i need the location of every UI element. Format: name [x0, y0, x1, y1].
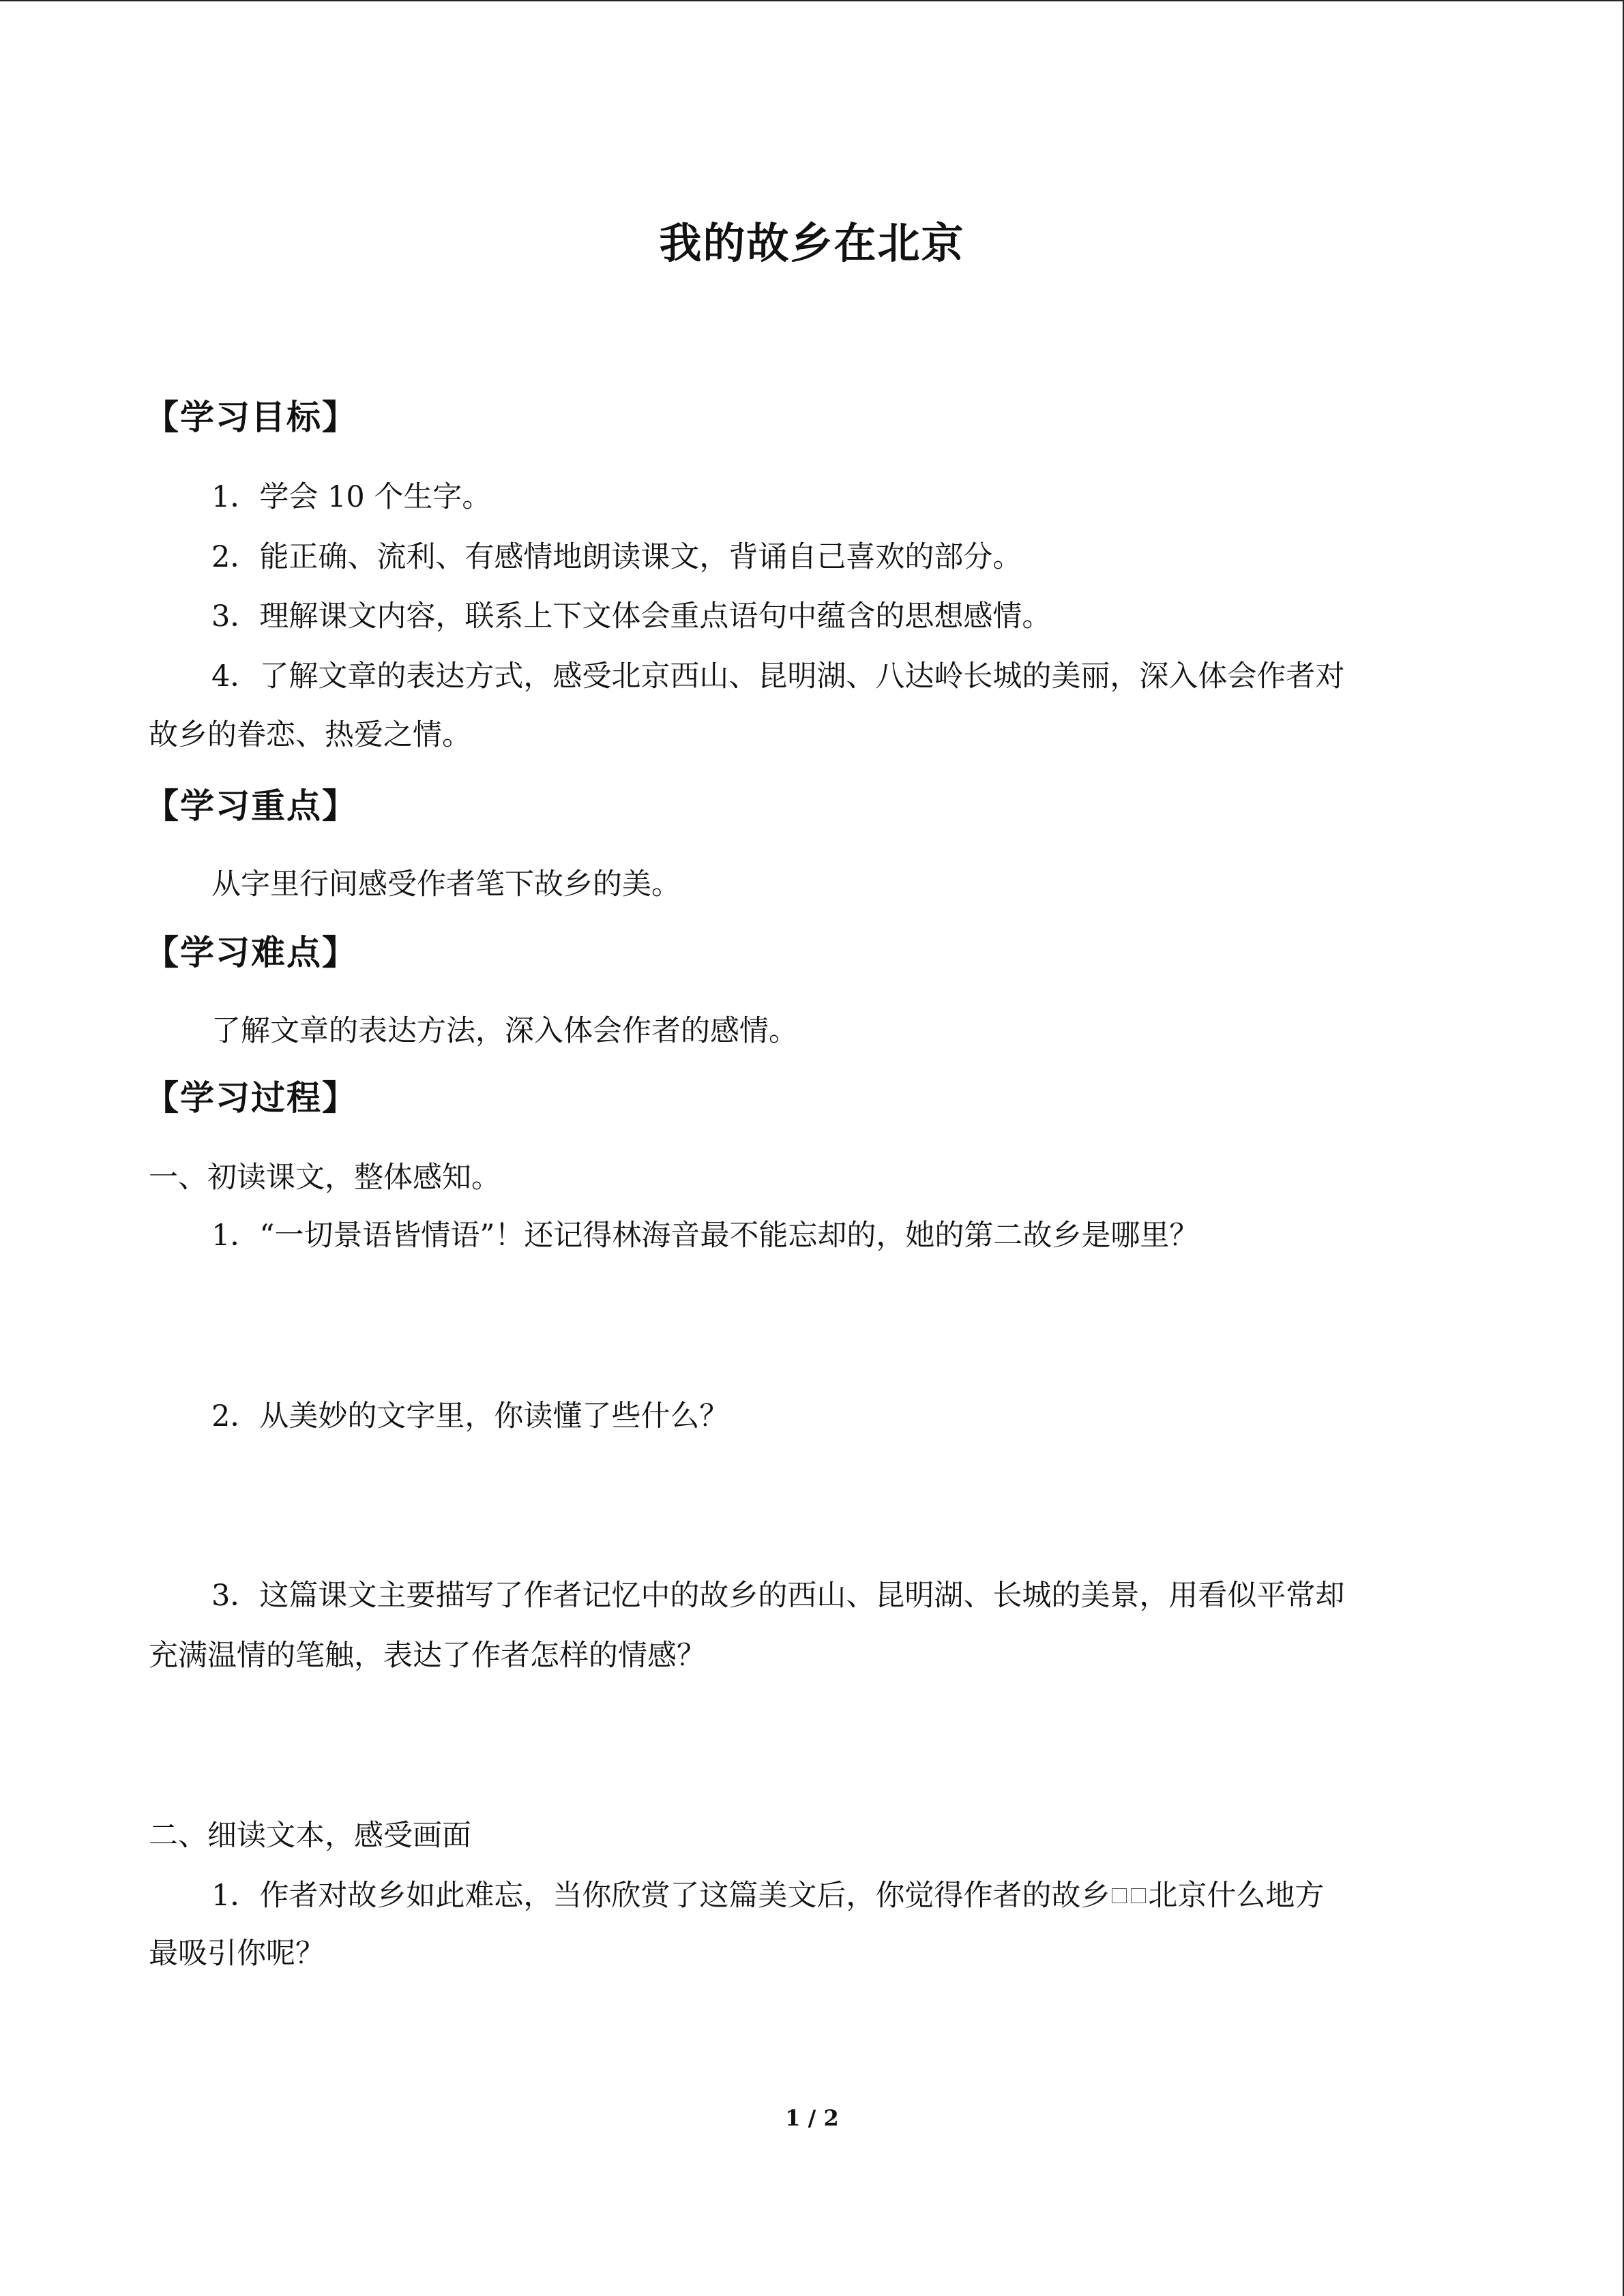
part2-title: 二、细读文本，感受画面 [149, 1819, 471, 1853]
difficulties-text: 了解文章的表达方法，深入体会作者的感情。 [211, 1014, 798, 1048]
part1-question-3-continued: 充满温情的笔触，表达了作者怎样的情感？ [149, 1639, 706, 1673]
objective-item-4-continued: 故乡的眷恋、热爱之情。 [149, 718, 471, 752]
key-points-heading: 【学习重点】 [145, 786, 357, 826]
part1-question-2: 2．从美妙的文字里，你读懂了些什么？ [211, 1399, 729, 1433]
objective-item-3: 3．理解课文内容，联系上下文体会重点语句中蕴含的思想感情。 [211, 599, 1052, 633]
missing-glyph-boxes [1110, 1875, 1148, 1916]
document-title: 我的故乡在北京 [659, 218, 965, 268]
objective-item-4: 4．了解文章的表达方式，感受北京西山、昆明湖、八达岭长城的美丽，深入体会作者对 [211, 659, 1345, 694]
missing-glyph-box-icon [1112, 1888, 1127, 1903]
part2-question-1-text-b: 北京什么地方 [1148, 1879, 1325, 1913]
part1-question-1: 1．“一切景语皆情语”！还记得林海音最不能忘却的，她的第二故乡是哪里？ [211, 1219, 1199, 1253]
page-number: 1 / 2 [785, 2105, 839, 2131]
part2-question-1-continued: 最吸引你呢？ [149, 1937, 325, 1971]
key-points-text: 从字里行间感受作者笔下故乡的美。 [211, 867, 681, 901]
part1-title: 一、初读课文，整体感知。 [149, 1161, 501, 1195]
difficulties-heading: 【学习难点】 [145, 932, 357, 972]
objective-item-1: 1．学会 10 个生字。 [211, 480, 492, 514]
missing-glyph-box-icon [1131, 1888, 1146, 1903]
objectives-heading: 【学习目标】 [145, 397, 357, 437]
part1-question-3: 3．这篇课文主要描写了作者记忆中的故乡的西山、昆明湖、长城的美景，用看似平常却 [211, 1579, 1345, 1613]
part2-question-1-text-a: 1．作者对故乡如此难忘，当你欣赏了这篇美文后，你觉得作者的故乡 [211, 1879, 1110, 1913]
part2-question-1 [211, 1875, 1324, 1916]
process-heading: 【学习过程】 [145, 1077, 357, 1118]
objective-item-2: 2．能正确、流利、有感情地朗读课文，背诵自己喜欢的部分。 [211, 540, 1022, 574]
